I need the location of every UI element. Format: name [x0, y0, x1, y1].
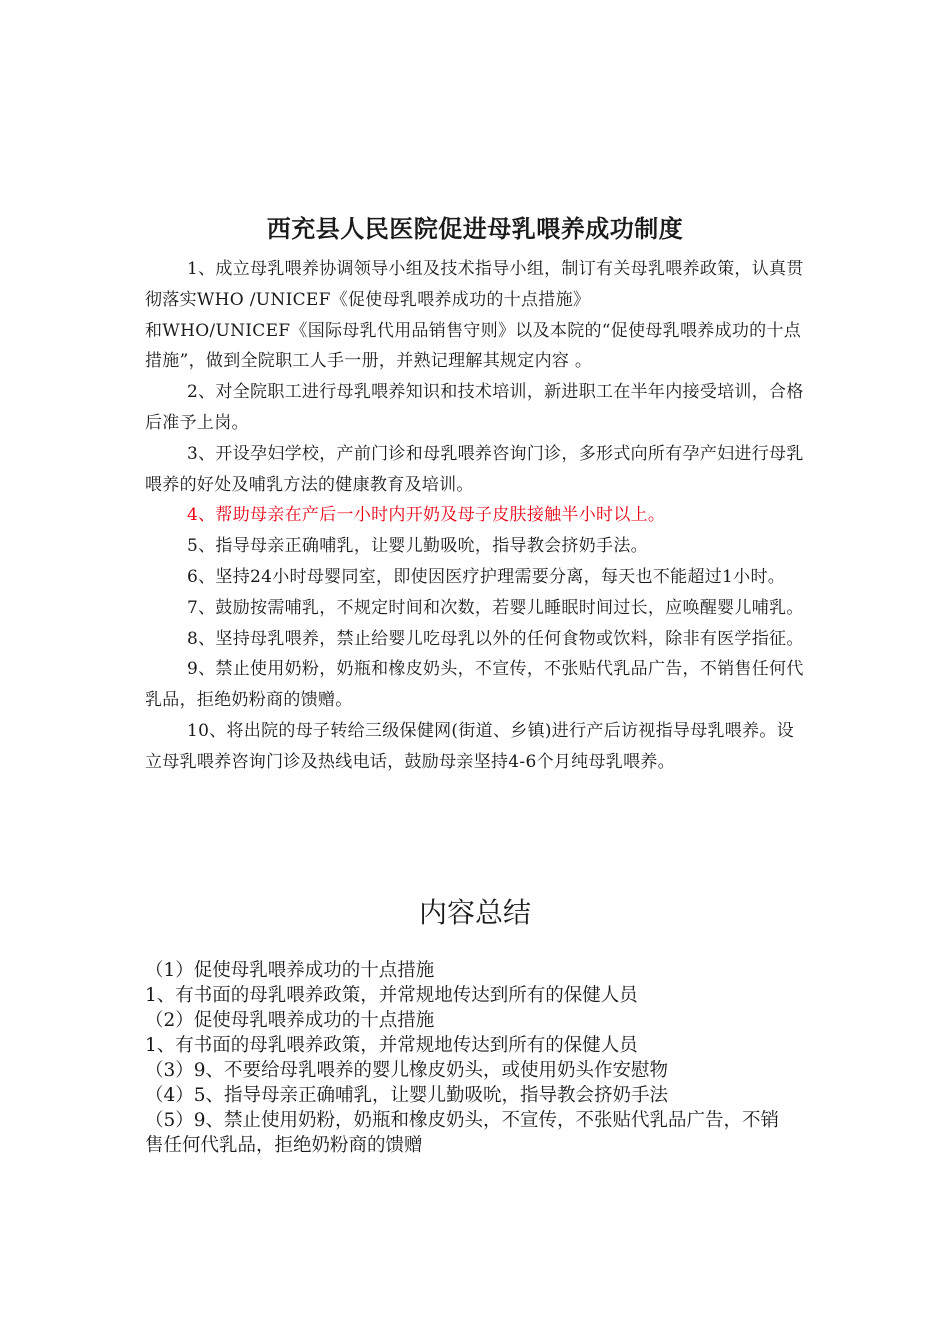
summary-line: 1、有书面的母乳喂养政策，并常规地传达到所有的保健人员: [145, 985, 638, 1006]
rules-body: [145, 254, 810, 778]
rule-7: 7、鼓励按需哺乳，不规定时间和次数，若婴儿睡眠时间过长，应唤醒婴儿哺乳。: [187, 597, 804, 618]
rule-8: 8、坚持母乳喂养，禁止给婴儿吃母乳以外的任何食物或饮料，除非有医学指征。: [187, 628, 804, 649]
rule-2: 2、对全院职工进行母乳喂养知识和技术培训，新进职工在半年内接受培训，合格后准予上岗。: [145, 382, 804, 433]
rule-4-highlighted: 4、帮助母亲在产后一小时内开奶及母子皮肤接触半小时以上。: [187, 505, 666, 526]
summary-line: 1、有书面的母乳喂养政策，并常规地传达到所有的保健人员: [145, 1035, 638, 1056]
rule-1-text: 和WHO/UNICEF《国际母乳代用品销售守则》以及本院的“促使母乳喂养成功的十点措施”，做到全院职工人手一册，并熟记理解其规定内容 。: [145, 320, 802, 372]
rule-6: 6、坚持24小时母婴同室，即使因医疗护理需要分离，每天也不能超过1小时。: [187, 566, 786, 587]
rule-3: 3、开设孕妇学校，产前门诊和母乳喂养咨询门诊，多形式向所有孕产妇进行母乳喂养的好处及哺乳方法的健康教育及培训。: [145, 443, 804, 495]
rule-10: 10、将出院的母子转给三级保健网(街道、乡镇)进行产后访视指导母乳喂养。设立母乳喂养咨询门诊及热线电话，鼓励母亲坚持4-6个月纯母乳喂养。: [145, 720, 794, 772]
summary-line: （2）促使母乳喂养成功的十点措施: [145, 1010, 435, 1031]
summary-title: 内容总结: [418, 896, 531, 929]
summary-line: （3）9、不要给母乳喂养的婴儿橡皮奶头，或使用奶头作安慰物: [145, 1060, 669, 1081]
rule-1-lead: 1、成立母乳喂养协调领导小组及技术指导小组，制订有关母乳喂养政策，认真贯彻落实WHO /UNICEF《促使母乳喂养成功的十点措施》: [145, 259, 804, 310]
summary-body: [145, 958, 785, 1158]
rule-1-continued: [145, 316, 810, 378]
summary-line: （1）促使母乳喂养成功的十点措施: [145, 960, 435, 981]
rule-9: 9、禁止使用奶粉，奶瓶和橡皮奶头，不宣传，不张贴代乳品广告，不销售任何代乳品，拒绝奶粉商的馈赠。: [145, 659, 804, 711]
page-title: 西充县人民医院促进母乳喂养成功制度: [266, 215, 684, 243]
rule-5: 5、指导母亲正确哺乳，让婴儿勤吸吮，指导教会挤奶手法。: [187, 536, 648, 557]
rule-1: [145, 254, 810, 316]
summary-line: （5）9、禁止使用奶粉，奶瓶和橡皮奶头，不宣传，不张贴代乳品广告，不销售任何代乳品，拒绝奶粉商的馈赠: [145, 1110, 780, 1156]
summary-line: （4）5、指导母亲正确哺乳，让婴儿勤吸吮，指导教会挤奶手法: [145, 1085, 669, 1106]
